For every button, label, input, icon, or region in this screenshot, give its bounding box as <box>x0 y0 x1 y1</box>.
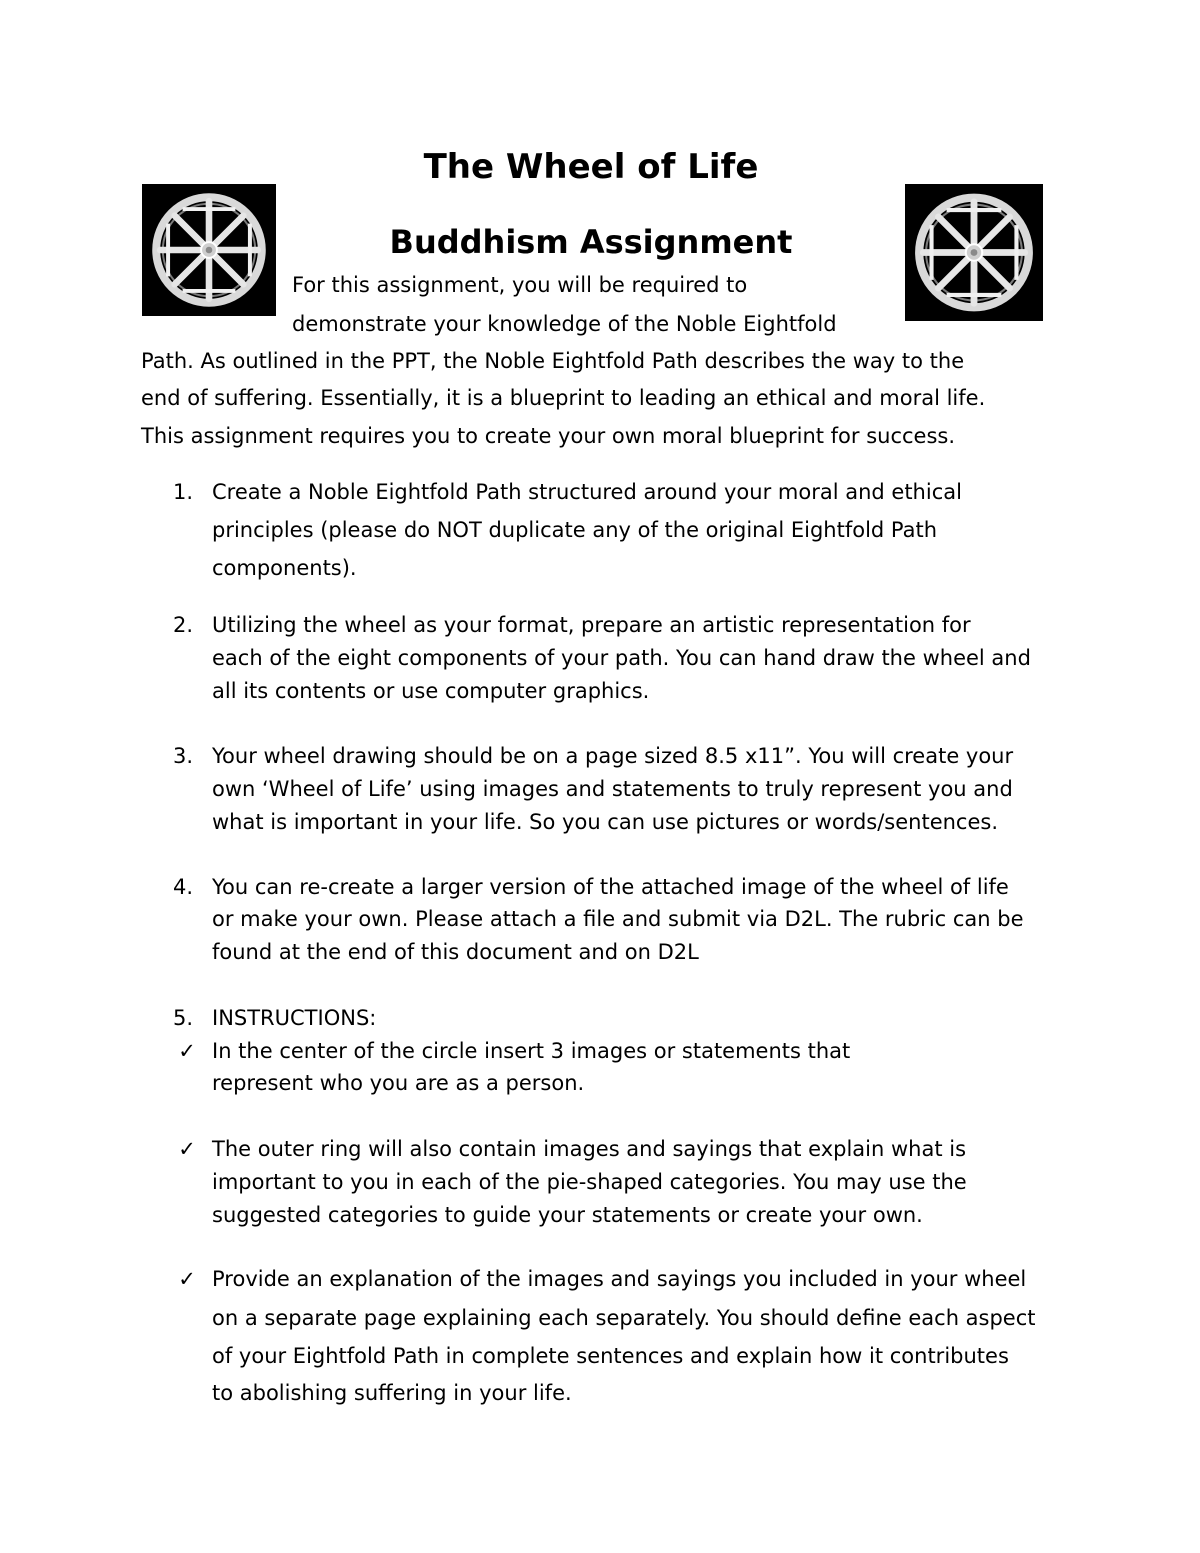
checkmark-icon: ✓ <box>178 1137 196 1161</box>
intro-line: end of suffering. Essentially, it is a blueprint to leading an ethical and moral life. <box>141 386 986 410</box>
list-item-line: all its contents or use computer graphics. <box>212 679 650 703</box>
list-item-line: Utilizing the wheel as your format, prepare an artistic representation for <box>212 613 971 637</box>
intro-line: Path. As outlined in the PPT, the Noble Eightfold Path describes the way to the <box>141 349 965 373</box>
instruction-line: In the center of the circle insert 3 images or statements that <box>212 1039 851 1063</box>
list-item-line: Your wheel drawing should be on a page sized 8.5 x11”. You will create your <box>212 744 1014 768</box>
list-number: 5. <box>172 1006 193 1030</box>
instruction-line: represent who you are as a person. <box>212 1071 585 1095</box>
checkmark-icon: ✓ <box>178 1267 196 1291</box>
list-item-line: found at the end of this document and on D2L <box>212 940 699 964</box>
intro-line: This assignment requires you to create your own moral blueprint for success. <box>141 424 956 448</box>
instruction-line: to abolishing suffering in your life. <box>212 1381 572 1405</box>
list-number: 3. <box>172 744 193 768</box>
list-item-line: own ‘Wheel of Life’ using images and statements to truly represent you and <box>212 777 1013 801</box>
list-number: 1. <box>172 480 193 504</box>
intro-line: For this assignment, you will be required to <box>292 273 748 297</box>
dharma-wheel-icon <box>142 184 276 316</box>
list-item-line: or make your own. Please attach a file and submit via D2L. The rubric can be <box>212 907 1024 931</box>
intro-line: demonstrate your knowledge of the Noble Eightfold <box>292 312 837 336</box>
list-item-line: principles (please do NOT duplicate any of the original Eightfold Path <box>212 518 938 542</box>
instruction-line: of your Eightfold Path in complete sentences and explain how it contributes <box>212 1344 1009 1368</box>
dharma-wheel-icon-left-svg <box>142 184 276 316</box>
list-item-line: each of the eight components of your path. You can hand draw the wheel and <box>212 646 1031 670</box>
instruction-line: important to you in each of the pie-shaped categories. You may use the <box>212 1170 967 1194</box>
list-item-line: what is important in your life. So you can use pictures or words/sentences. <box>212 810 999 834</box>
instruction-line: suggested categories to guide your statements or create your own. <box>212 1203 923 1227</box>
instruction-line: Provide an explanation of the images and sayings you included in your wheel <box>212 1267 1027 1291</box>
dharma-wheel-icon <box>905 184 1043 321</box>
checkmark-icon: ✓ <box>178 1039 196 1063</box>
dharma-wheel-icon-right-svg <box>905 184 1043 321</box>
list-item-line: You can re-create a larger version of the attached image of the wheel of life <box>212 875 1009 899</box>
list-item-line: components). <box>212 556 357 580</box>
page-subtitle: Buddhism Assignment <box>389 223 793 261</box>
instruction-line: on a separate page explaining each separately. You should define each aspect <box>212 1306 1036 1330</box>
list-number: 4. <box>172 875 193 899</box>
list-item-line: Create a Noble Eightfold Path structured around your moral and ethical <box>212 480 962 504</box>
list-number: 2. <box>172 613 193 637</box>
page-title: The Wheel of Life <box>423 147 759 187</box>
list-item-line: INSTRUCTIONS: <box>212 1006 377 1030</box>
instruction-line: The outer ring will also contain images and sayings that explain what is <box>212 1137 967 1161</box>
